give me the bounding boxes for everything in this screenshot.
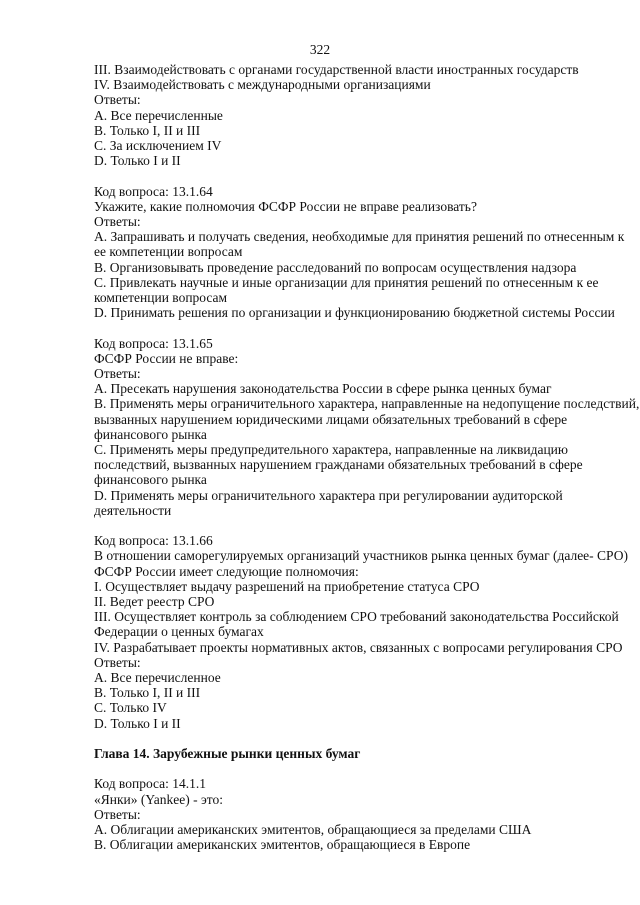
page-number: 322 (309, 42, 331, 57)
statement-item: IV. Разрабатывает проекты нормативных актов, связанных с вопросами регулирования СРО (94, 639, 623, 655)
chapter-heading: Глава 14. Зарубежные рынки ценных бумаг (94, 746, 361, 762)
answers-label: Ответы: (94, 366, 141, 382)
answer-option: ее компетенции вопросам (94, 244, 243, 260)
statement-item: III. Осуществляет контроль за соблюдением СРО требований законодательства Российской (94, 609, 619, 625)
answer-option: D. Применять меры ограничительного характера при регулировании аудиторской (94, 487, 563, 503)
answers-label: Ответы: (94, 92, 141, 108)
answer-option: A. Все перечисленные (94, 107, 223, 123)
question-text: Укажите, какие полномочия ФСФР России не вправе реализовать? (94, 198, 477, 214)
question-text: В отношении саморегулируемых организаций участников рынка ценных бумаг (далее- СРО) (94, 548, 628, 564)
answer-option: деятельности (94, 502, 172, 518)
answer-option: компетенции вопросам (94, 290, 228, 306)
answer-option: D. Принимать решения по организации и функционированию бюджетной системы России (94, 305, 615, 321)
statement-item: Федерации о ценных бумагах (94, 624, 264, 640)
question-text: ФСФР России имеет следующие полномочия: (94, 563, 359, 579)
text-line: III. Взаимодействовать с органами государственной власти иностранных государств (94, 62, 579, 77)
answer-option: C. Только IV (94, 700, 167, 716)
answer-option: C. За исключением IV (94, 138, 222, 154)
question-13-1-65 (94, 335, 640, 518)
statement-item: II. Ведет реестр СРО (94, 594, 215, 610)
answer-option: C. Применять меры предупредительного характера, направленные на ликвидацию (94, 442, 568, 458)
answers-label: Ответы: (94, 214, 141, 230)
answer-option: финансового рынка (94, 472, 207, 488)
question-code: Код вопроса: 14.1.1 (94, 776, 207, 792)
statement-item: I. Осуществляет выдачу разрешений на приобретение статуса СРО (94, 578, 480, 594)
answer-option: A. Запрашивать и получать сведения, необходимые для принятия решений по отнесенным к (94, 229, 625, 245)
answer-option: A. Все перечисленное (94, 670, 221, 686)
question-block-continued (94, 62, 634, 168)
question-14-1-1 (94, 776, 634, 852)
answers-label: Ответы: (94, 806, 141, 822)
answer-option: C. Привлекать научные и иные организации для принятия решений по отнесенным к ее (94, 274, 599, 290)
question-13-1-64 (94, 184, 634, 321)
answer-option: D. Только I и II (94, 715, 181, 731)
answer-option: последствий, вызванных нарушением гражданами обязательных требований в сфере (94, 457, 583, 473)
answer-option: B. Применять меры ограничительного характера, направленные на недопущение последствий, (94, 396, 640, 412)
answer-option: A. Облигации американских эмитентов, обращающиеся за пределами США (94, 822, 532, 838)
answer-option: A. Пресекать нарушения законодательства России в сфере рынка ценных бумаг (94, 381, 552, 397)
text-line: IV. Взаимодействовать с международными организациями (94, 77, 431, 93)
page-content (94, 62, 640, 853)
question-code: Код вопроса: 13.1.65 (94, 335, 213, 351)
answer-option: B. Организовывать проведение расследований по вопросам осуществления надзора (94, 259, 577, 275)
answer-option: D. Только I и II (94, 153, 181, 169)
answer-option: B. Только I, II и III (94, 122, 201, 138)
answer-option: вызванных нарушением юридическими лицами обязательных требований в сфере (94, 411, 568, 427)
answers-label: Ответы: (94, 654, 141, 670)
question-text: «Янки» (Yankee) - это: (94, 791, 224, 807)
answer-option: финансового рынка (94, 426, 207, 442)
question-13-1-66 (94, 533, 634, 731)
question-text: ФСФР России не вправе: (94, 350, 239, 366)
question-code: Код вопроса: 13.1.66 (94, 533, 213, 549)
answer-option: B. Только I, II и III (94, 685, 201, 701)
question-code: Код вопроса: 13.1.64 (94, 183, 213, 199)
answer-option: B. Облигации американских эмитентов, обращающиеся в Европе (94, 837, 471, 853)
